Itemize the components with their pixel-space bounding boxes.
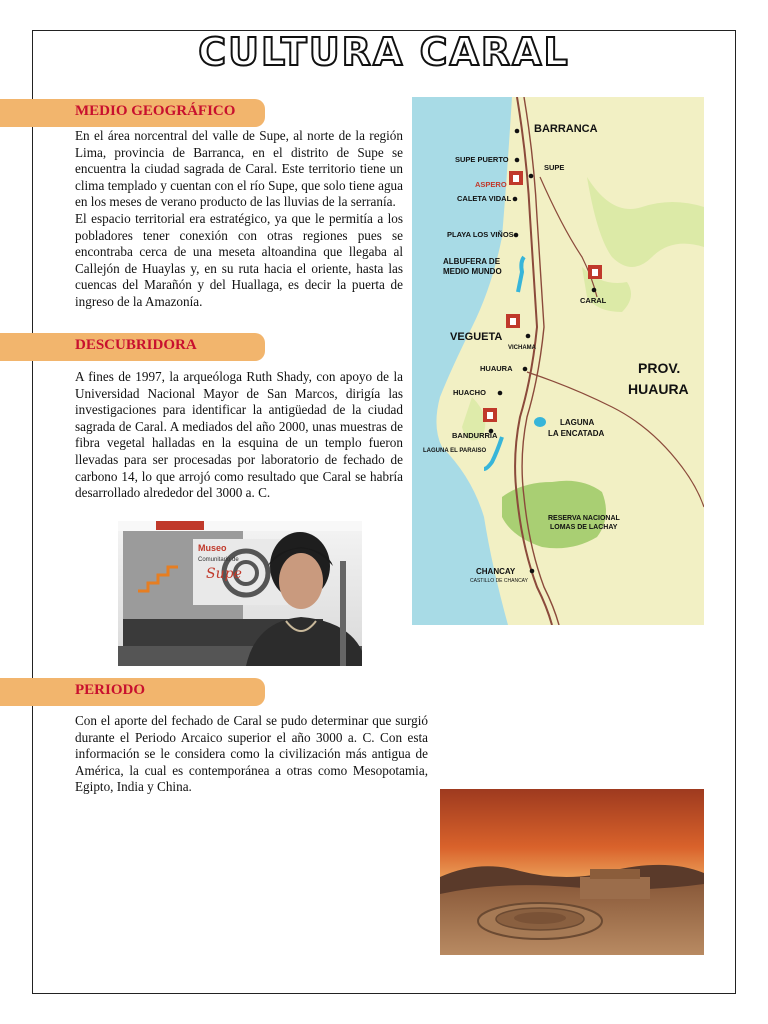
map-label-albufera-1: ALBUFERA DE	[443, 257, 501, 266]
page-title: CULTURA CARAL	[198, 30, 570, 74]
map-label-prov-2: HUAURA	[628, 381, 689, 397]
map-label-laguna-2: LA ENCATADA	[548, 429, 605, 438]
map-label-huacho: HUACHO	[453, 388, 486, 397]
map-label-caleta-vidal: CALETA VIDAL	[457, 194, 512, 203]
museum-sign-1: Museo	[198, 543, 227, 553]
museum-sign-3: Supe	[206, 566, 242, 582]
medio-paragraph-1: En el área norcentral del valle de Supe, al norte de la región Lima, provincia de Barranca, en el distrito de Supe se encuentra la ciudad sagrada de Caral. Este territorio tiene un clima templado y cuentan con el río Supe, que solo tiene agua en los meses de verano producto de las lluvias de la serranía.	[75, 128, 403, 210]
map-label-chancay: CHANCAY	[476, 567, 516, 576]
map-label-laguna-1: LAGUNA	[560, 418, 595, 427]
descubridora-text	[75, 369, 403, 502]
map-label-castillo: CASTILLO DE CHANCAY	[470, 578, 528, 584]
map-label-reserva-1: RESERVA NACIONAL	[548, 515, 620, 522]
section-heading-medio: MEDIO GEOGRÁFICO	[75, 103, 236, 119]
medio-text	[75, 128, 403, 311]
medio-paragraph-2: El espacio territorial era estratégico, ya que le permitía a los pobladores tener conexión con otras regiones pues se encontraba cerca de una meseta altoandina que llegaba al Callejón de Huaylas y, en su ruta hacia el oriente, hasta las cuencas del Marañón y del Huallaga, es decir la puerta de ingreso de la Amazonía.	[75, 210, 403, 309]
map-label-aspero: ASPERO	[475, 180, 507, 189]
section-tab-descubridora	[0, 333, 265, 361]
map-label-caral: CARAL	[580, 296, 607, 305]
map-label-supe: SUPE	[544, 163, 565, 172]
section-heading-periodo: PERIODO	[75, 682, 146, 698]
periodo-text	[75, 713, 428, 796]
periodo-paragraph: Con el aporte del fechado de Caral se pudo determinar que surgió durante el Periodo Arcaico superior el año 3000 a. C. Con esta información se le considera como la civilización más antigua de América, la cual es contemporánea a otras como Mesopotamia, Egipto, India y China.	[75, 713, 428, 795]
map-label-laguna-paraiso: LAGUNA EL PARAISO	[423, 448, 487, 454]
ruth-shady-photo	[118, 521, 362, 666]
section-tab-periodo	[0, 678, 265, 706]
map-label-bandurria: BANDURRIA	[452, 431, 498, 440]
map-label-albufera-2: MEDIO MUNDO	[443, 267, 502, 276]
map-label-reserva-2: LOMAS DE LACHAY	[550, 524, 618, 531]
map-label-huaura: HUAURA	[480, 364, 513, 373]
map-label-supe-puerto: SUPE PUERTO	[455, 155, 509, 164]
section-tab-medio	[0, 99, 265, 127]
map-label-barranca: BARRANCA	[534, 123, 598, 135]
section-heading-descubridora: DESCUBRIDORA	[75, 337, 197, 353]
map-label-vichama: VICHAMA	[508, 345, 536, 351]
museum-sign-2: Comunitario de	[198, 557, 239, 563]
caral-ruins-photo	[440, 789, 704, 955]
descubridora-paragraph: A fines de 1997, la arqueóloga Ruth Shady, con apoyo de la Universidad Nacional Mayor de San Marcos, dirigía las investigaciones para identificar la antigüedad de la ciudad sagrada de Caral. A mediados del año 2000, unas muestras de fibra vegetal halladas en la esquina de un templo fueron llevadas para ser procesadas por laboratorio de fechado de carbono 14, lo que arrojó como resultado que Caral se habría desarrollado alrededor del 3000 a. C.	[75, 369, 403, 501]
map-label-prov-1: PROV.	[638, 360, 681, 376]
map-label-playa: PLAYA LOS VIÑOS	[447, 230, 514, 239]
location-map	[412, 97, 704, 625]
map-label-vegueta: VEGUETA	[450, 331, 503, 343]
